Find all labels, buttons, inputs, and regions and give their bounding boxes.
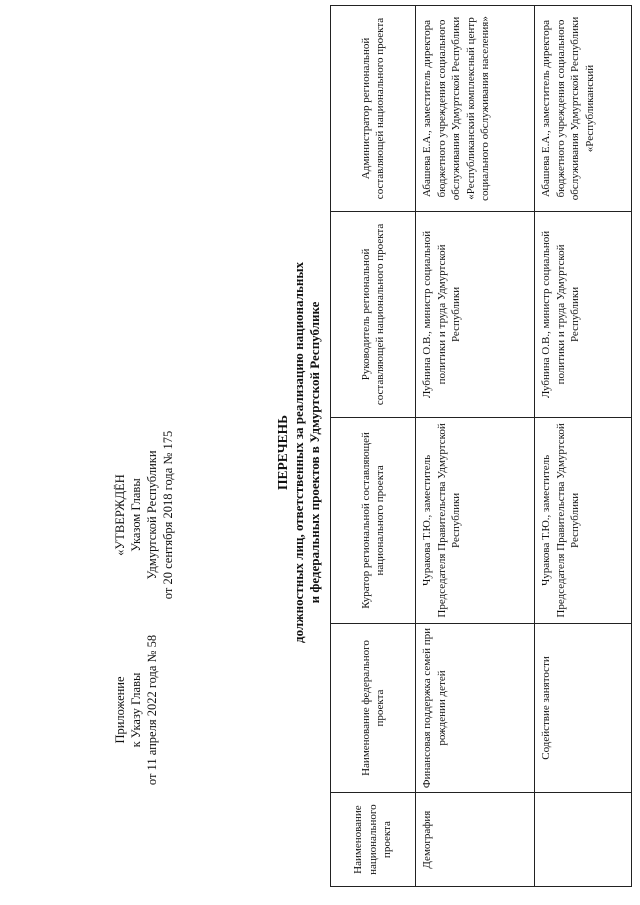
cell-administrator: Абашева Е.А., заместитель директора бюджетного учреждения социального обслуживания Удмуртской Республики «Республиканский комплексный центр социального обслуживания населения»	[416, 6, 535, 212]
approval-note	[112, 420, 176, 610]
header-federal-project: Наименование федерального проекта	[331, 623, 416, 792]
document-subtitle-line: и федеральных проектов в Удмуртской Республике	[307, 301, 322, 604]
cell-federal-project: Финансовая поддержка семей при рождении детей	[416, 623, 535, 792]
document-subtitle-line: должностных лиц, ответственных за реализацию национальных	[291, 262, 306, 643]
table-row	[535, 6, 632, 887]
cell-curator: Чуракова Т.Ю., заместитель Председателя Правительства Удмуртской Республики	[535, 417, 632, 623]
approval-line: Удмуртской Республики	[145, 450, 159, 580]
responsible-persons-table	[330, 5, 632, 887]
header-administrator: Администратор региональной составляющей национального проекта	[331, 6, 416, 212]
cell-head: Лубнина О.В., министр социальной политики и труда Удмуртской Республики	[416, 211, 535, 417]
header-national-project: Наименование национального проекта	[331, 793, 416, 887]
cell-federal-project: Содействие занятости	[535, 623, 632, 792]
appendix-line: от 11 апреля 2022 года № 58	[145, 634, 159, 786]
table-header-row	[331, 6, 416, 887]
cell-administrator: Абашева Е.А., заместитель директора бюджетного учреждения социального обслуживания Удмуртской Республики «Республиканский	[535, 6, 632, 212]
document-heading	[275, 0, 323, 905]
header-curator: Куратор региональной составляющей национального проекта	[331, 417, 416, 623]
header-head: Руководитель региональной составляющей национального проекта	[331, 211, 416, 417]
cell-national-project	[535, 793, 632, 887]
table-row	[416, 6, 535, 887]
approval-line: «УТВЕРЖДЁН	[113, 474, 127, 556]
cell-national-project: Демография	[416, 793, 535, 887]
approval-line: от 20 сентября 2018 года № 175	[161, 430, 175, 600]
cell-head: Лубнина О.В., министр социальной политики и труда Удмуртской Республики	[535, 211, 632, 417]
document-title: ПЕРЕЧЕНЬ	[275, 414, 290, 491]
approval-line: Указом Главы	[129, 478, 143, 552]
cell-curator: Чуракова Т.Ю., заместитель Председателя Правительства Удмуртской Республики	[416, 417, 535, 623]
appendix-line: Приложение	[113, 676, 127, 744]
appendix-note	[112, 615, 160, 805]
appendix-line: к Указу Главы	[129, 672, 143, 748]
